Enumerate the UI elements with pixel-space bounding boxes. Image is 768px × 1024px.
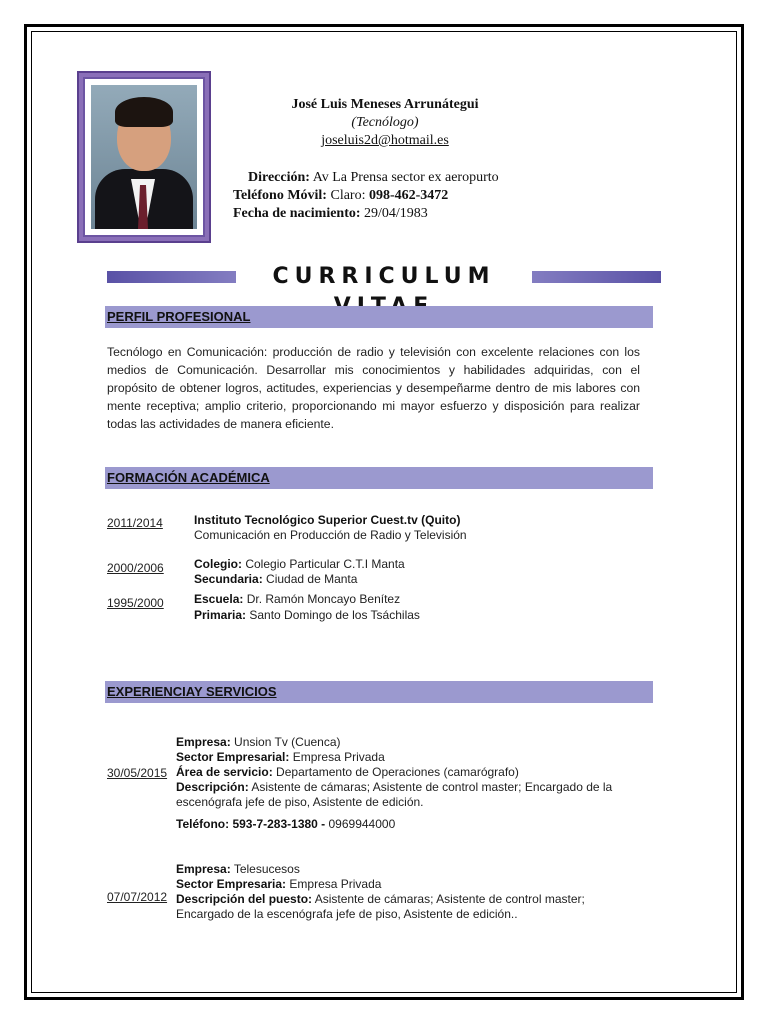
- experience-value: Asistente de cámaras; Asistente de control master; Encargado de la: [248, 780, 613, 794]
- education-line: [194, 592, 400, 606]
- experience-label: Empresa:: [176, 862, 231, 876]
- education-line: [194, 528, 467, 542]
- birth-label: Fecha de nacimiento:: [233, 206, 361, 221]
- education-date: 2000/2006: [107, 561, 164, 575]
- profile-paragraph: Tecnólogo en Comunicación: producción de radio y televisión con excelente relaciones con los medios de Comunicación. Desarrollar mis conocimientos y habilidades adquiridas, con el propósito de obtener logros, actitudes, experiencias y desempeñarme dentro de mis labores con mente receptiva; amplio criterio, proporcionando mi mayor esfuerzo y disposición para realizar todas las actividades de manera eficiente.: [107, 345, 640, 431]
- address-value: Av La Prensa sector ex aeropurto: [312, 170, 499, 185]
- experience-value: Empresa Privada: [289, 750, 385, 764]
- profile-photo-mat: [83, 77, 205, 237]
- profile-photo-frame: [77, 71, 211, 243]
- experience-value: Unsion Tv (Cuenca): [230, 735, 341, 749]
- phone-carrier: Claro:: [330, 188, 366, 203]
- education-value: Colegio Particular C.T.I Manta: [242, 557, 405, 571]
- person-name: José Luis Meneses Arrunátegui: [291, 97, 479, 112]
- person-title-text: (Tecnólogo): [351, 115, 419, 130]
- experience-line: [176, 877, 381, 891]
- education-date: 2011/2014: [107, 516, 163, 530]
- experience-value: Encargado de la escenógrafa jefe de piso, Asistente de edición..: [176, 907, 518, 921]
- experience-label: Sector Empresaria:: [176, 877, 287, 891]
- section-header-profile: [105, 306, 653, 328]
- experience-label: Descripción:: [176, 780, 249, 794]
- experience-line: [176, 817, 395, 831]
- address-label: Dirección:: [248, 170, 310, 185]
- experience-value: 0969944000: [325, 817, 396, 831]
- education-line: [194, 608, 420, 622]
- education-institution: Instituto Tecnológico Superior Cuest.tv (Quito): [194, 513, 461, 527]
- profile-photo: [91, 85, 197, 229]
- section-header-education: [105, 467, 653, 489]
- education-date: 1995/2000: [107, 596, 164, 610]
- experience-line: [176, 907, 518, 921]
- education-value: Ciudad de Manta: [262, 572, 358, 586]
- experience-line: [176, 795, 424, 809]
- experience-line: [176, 892, 585, 906]
- education-value: Dr. Ramón Moncayo Benítez: [243, 592, 401, 606]
- birth-value: 29/04/1983: [364, 206, 428, 221]
- email-link[interactable]: joseluis2d@hotmail.es: [321, 133, 449, 148]
- experience-value: Asistente de cámaras; Asistente de control master;: [312, 892, 585, 906]
- education-program: Comunicación en Producción de Radio y Televisión: [194, 528, 467, 542]
- education-label: Escuela:: [194, 592, 244, 606]
- section-header-experience: [105, 681, 653, 703]
- experience-label: Teléfono: 593-7-283-1380 -: [176, 817, 326, 831]
- birth-line: [233, 206, 428, 222]
- section-title-profile: PERFIL PROFESIONAL: [107, 309, 251, 324]
- address-line: [248, 170, 499, 186]
- experience-date: 07/07/2012: [107, 890, 168, 904]
- experience-label: Sector Empresarial:: [176, 750, 290, 764]
- experience-value: escenógrafa jefe de piso, Asistente de edición.: [176, 795, 424, 809]
- section-title-education: FORMACIÓN ACADÉMICA: [107, 470, 270, 485]
- experience-value: Departamento de Operaciones (camarógrafo): [272, 765, 519, 779]
- education-label: Colegio:: [194, 557, 242, 571]
- experience-line: [176, 765, 519, 779]
- phone-line: [233, 188, 448, 204]
- phone-value: 098-462-3472: [368, 188, 449, 203]
- experience-line: [176, 750, 385, 764]
- experience-label: Empresa:: [176, 735, 231, 749]
- education-label: Primaria:: [194, 608, 247, 622]
- education-label: Secundaria:: [194, 572, 263, 586]
- education-line: [194, 513, 460, 527]
- education-value: Santo Domingo de los Tsáchilas: [246, 608, 420, 622]
- education-line: [194, 572, 357, 586]
- cv-title: CURRICULUM: [236, 262, 532, 292]
- section-title-experience: EXPERIENCIAY SERVICIOS: [107, 684, 277, 699]
- experience-line: [176, 735, 341, 749]
- education-line: [194, 557, 405, 571]
- experience-value: Empresa Privada: [286, 877, 382, 891]
- experience-line: [176, 780, 612, 794]
- experience-label: Área de servicio:: [176, 765, 273, 779]
- experience-value: Telesucesos: [230, 862, 300, 876]
- experience-line: [176, 862, 300, 876]
- phone-label: Teléfono Móvil:: [233, 188, 327, 203]
- person-title: [200, 115, 570, 131]
- experience-date: 30/05/2015: [107, 766, 168, 780]
- experience-label: Descripción del puesto:: [176, 892, 313, 906]
